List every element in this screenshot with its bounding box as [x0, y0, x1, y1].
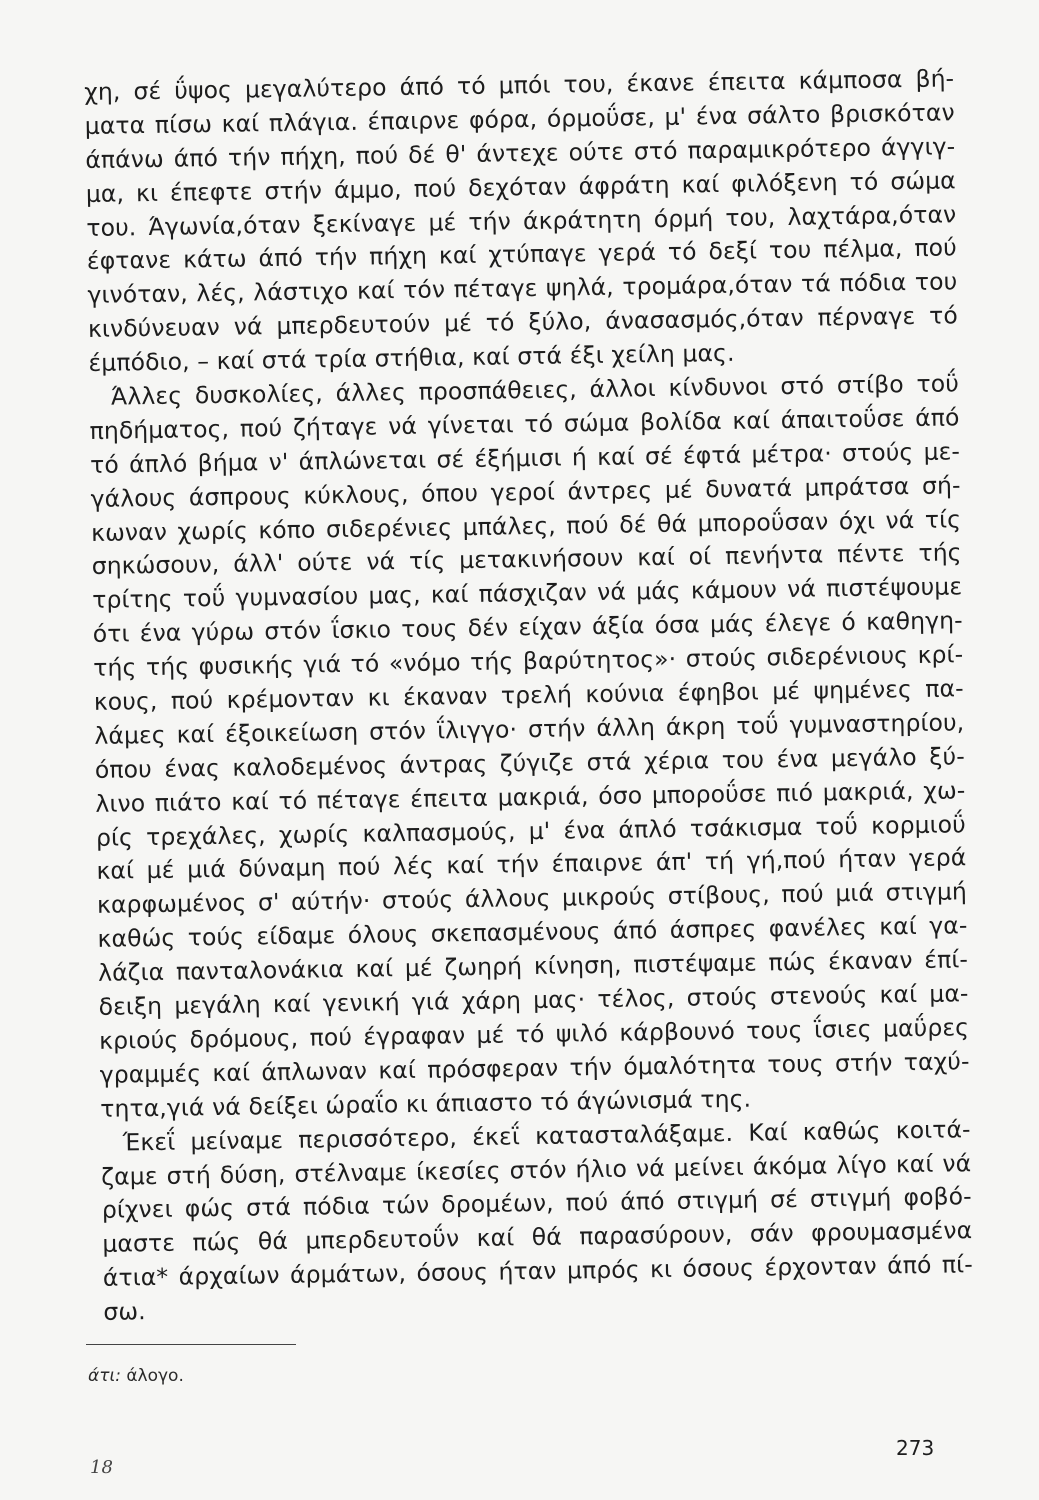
text-line: γινόταν, λές, λάστιχο καί τόν πέταγε ψηλά, τρομάρα,όταν τά πόδια του — [87, 267, 958, 310]
signature-mark: 18 — [90, 1457, 113, 1478]
text-line: τό άπλό βήμα ν' άπλώνεται σέ έξήμισι ή καί σέ έφτά μέτρα· στούς με- — [89, 437, 961, 479]
text-line: όπου ένας καλοδεμένος άντρας ζύγιζε στά χέρια του ένα μεγάλο ξύ- — [94, 742, 966, 784]
text-line: πηδήματος, πού ζήταγε νά γίνεται τό σώμα βολίδα καί άπαιτοΰσε άπό — [89, 403, 960, 445]
text-line: Έκεΐ μείναμε περισσότερο, έκεΐ κατασταλάξαμε. Καί καθώς κοιτά- — [122, 1114, 971, 1157]
text-line: έμπόδιο, – καί στά τρία στήθια, καί στά έξι χείλη μας. — [88, 338, 735, 378]
text-line: μα, κι έπεφτε στήν άμμο, πού δεχόταν άφράτη καί φιλόξενη τό σώμα — [85, 165, 956, 208]
text-line: κριούς δρόμους, πού έγραφαν μέ τό ψιλό κάρβουνό τους ΐσιες μαΰρες — [98, 1013, 970, 1055]
footnote-divider — [86, 1344, 296, 1345]
text-line: λάζια πανταλονάκια καί μέ ζωηρή κίνηση, πιστέψαμε πώς έκαναν έπί- — [97, 945, 969, 988]
text-line: μαστε πώς θά μπερδευτοΰν καί θά παρασύρουν, σάν φρουμασμένα — [102, 1216, 973, 1259]
text-line: σω. — [103, 1297, 146, 1326]
text-line: δειξη μεγάλη καί γενική γιά χάρη μας· τέλος, στούς στενούς καί μα- — [98, 979, 969, 1021]
text-line: καί μέ μιά δύναμη πού λές καί τήν έπαιρνε άπ' τή γή,πού ήταν γερά — [96, 843, 967, 886]
text-line: άτια* άρχαίων άρμάτων, όσους ήταν μπρός κι όσους έρχονταν άπό πί- — [102, 1250, 973, 1293]
text-line: γάλους άσπρους κύκλους, όπου γεροί άντρες μέ δυνατά μπράτσα σή- — [90, 470, 961, 513]
text-line: ματα πίσω καί πλάγια. έπαιρνε φόρα, όρμοΰσε, μ' ένα σάλτο βρισκόταν — [84, 98, 955, 140]
footnote — [88, 1366, 184, 1386]
footnote-term: άτι: — [88, 1366, 121, 1386]
text-line: άπάνω άπό τήν πήχη, πού δέ θ' άντεχε ούτε στό παραμικρότερο άγγιγ- — [85, 132, 956, 174]
text-line: κινδύνευαν νά μπερδευτούν μέ τό ξύλο, άνασασμός,όταν πέρναγε τό — [87, 301, 959, 344]
text-line: τής τής φυσικής γιά τό «νόμο τής βαρύτητος»· στούς σιδερένιους κρί- — [93, 640, 964, 683]
text-line: γραμμές καί άπλωναν καί πρόσφεραν τήν όμαλότητα τους στήν ταχύ- — [99, 1047, 970, 1089]
text-line: λάμες καί έξοικείωση στόν ΐλιγγο· στήν άλλη άκρη τοΰ γυμναστηρίου, — [94, 708, 965, 750]
footnote-definition: άλογο. — [126, 1366, 184, 1386]
page-number: 273 — [896, 1436, 935, 1460]
text-line: λινο πιάτο καί τό πέταγε έπειτα μακριά, όσο μποροΰσε πιό μακριά, χω- — [95, 775, 966, 818]
text-line: τητα,γιά νά δείξει ώραΐο κι άπιαστο τό άγώνισμά της. — [100, 1084, 752, 1123]
text-line: κους, πού κρέμονταν κι έκαναν τρελή κούνια έφηβοι μέ ψημένες πα- — [93, 674, 964, 716]
text-line: τρίτης τοΰ γυμνασίου μας, καί πάσχιζαν νά μάς κάμουν νά πιστέψουμε — [92, 572, 963, 615]
text-line: ότι ένα γύρω στόν ΐσκιο τους δέν είχαν άξία όσα μάς έλεγε ό καθηγη- — [92, 606, 963, 649]
text-line: καρφωμένος σ' αύτήν· στούς άλλους μικρούς στίβους, πού μιά στιγμή — [96, 877, 968, 920]
text-line: Άλλες δυσκολίες, άλλες προσπάθειες, άλλοι κίνδυνοι στό στίβο τοΰ — [110, 369, 960, 411]
text-line: έφτανε κάτω άπό τήν πήχη καί χτύπαγε γερά τό δεξί του πέλμα, πού — [86, 233, 958, 276]
text-line: καθώς τούς είδαμε όλους σκεπασμένους άπό άσπρες φανέλες καί γα- — [97, 911, 968, 954]
text-line: του. Άγωνία,όταν ξεκίναγε μέ τήν άκράτητη όρμή του, λαχτάρα,όταν — [86, 199, 957, 242]
text-line: σηκώσουν, άλλ' ούτε νά τίς μετακινήσουν καί οί πενήντα πέντε τής — [91, 538, 962, 581]
text-line: ζαμε στή δύση, στέλναμε ίκεσίες στόν ήλιο νά μείνει άκόμα λίγο καί νά — [101, 1148, 972, 1191]
text-line: κωναν χωρίς κόπο σιδερένιες μπάλες, πού δέ θά μποροΰσαν όχι νά τίς — [90, 504, 962, 547]
body-text — [84, 62, 974, 1329]
text-line: ρίχνει φώς στά πόδια τών δρομέων, πού άπό στιγμή σέ στιγμή φοβό- — [101, 1182, 972, 1225]
text-line: χη, σέ ΰψος μεγαλύτερο άπό τό μπόι του, έκανε έπειτα κάμποσα βή- — [84, 64, 955, 106]
text-line: ρίς τρεχάλες, χωρίς καλπασμούς, μ' ένα άπλό τσάκισμα τοΰ κορμιοΰ — [95, 809, 967, 852]
